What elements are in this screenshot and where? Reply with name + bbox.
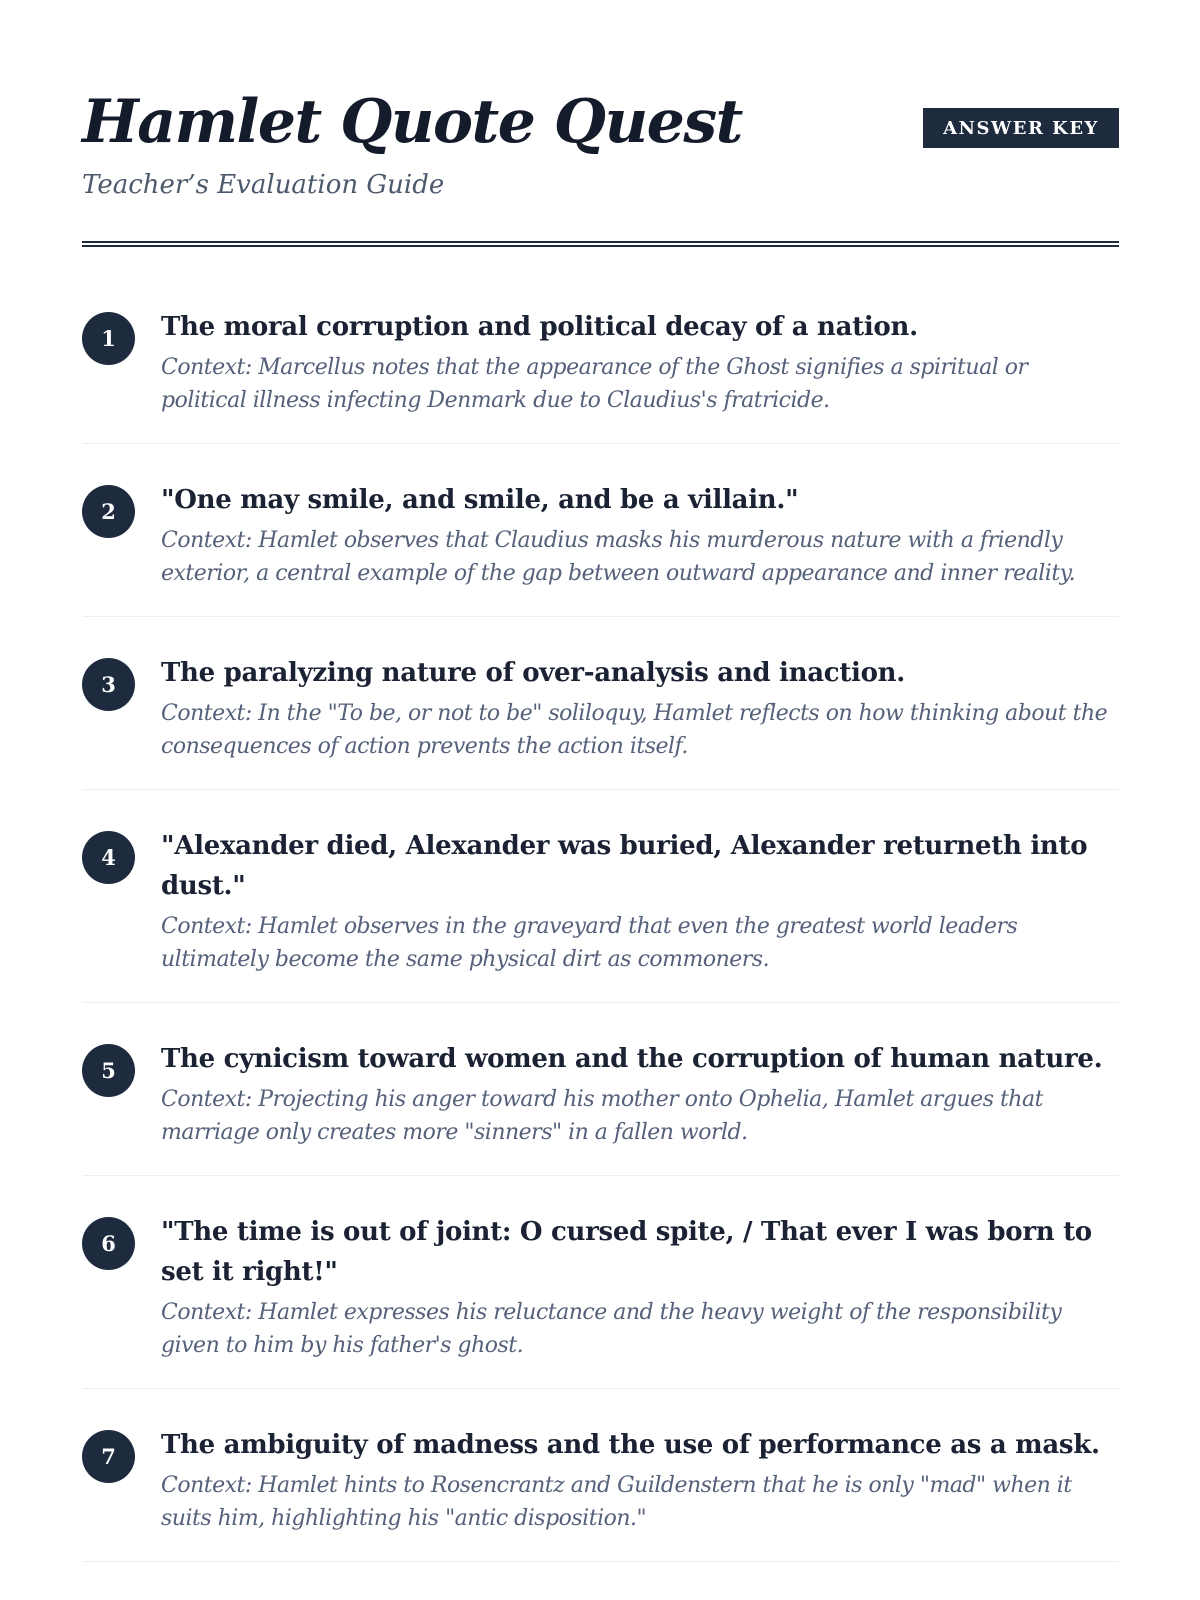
answer-number-badge: 1 [82,312,135,365]
answer-item [82,1021,1119,1176]
answer-text: The ambiguity of madness and the use of performance as a mask. [161,1430,1100,1460]
answer-number-badge: 2 [82,485,135,538]
page-title: Hamlet Quote Quest [82,87,742,157]
answer-item [82,462,1119,617]
answer-item [82,808,1119,1003]
answer-text: "The time is out of joint: O cursed spite, / That ever I was born to set it right!" [161,1217,1092,1287]
header-divider [82,241,1119,247]
answer-text: The cynicism toward women and the corruption of human nature. [161,1044,1103,1074]
answer-context: Context: Hamlet observes in the graveyard that even the greatest world leaders ultimately become the same physical dirt as commoners. [161,914,1018,972]
answer-item [82,289,1119,444]
answer-text: "One may smile, and smile, and be a villain." [161,485,799,515]
answer-item [82,1407,1119,1562]
answer-number-badge: 6 [82,1217,135,1270]
answer-key-badge: ANSWER KEY [923,108,1119,148]
page-header [82,78,1119,228]
page-subtitle: Teacher’s Evaluation Guide [82,170,445,200]
answer-context: Context: In the "To be, or not to be" soliloquy, Hamlet reflects on how thinking about the consequences of action prevents the action itself. [161,701,1108,759]
answer-context: Context: Hamlet hints to Rosencrantz and Guildenstern that he is only "mad" when it suits him, highlighting his "antic disposition." [161,1473,1072,1531]
answer-number-badge: 5 [82,1044,135,1097]
answer-item [82,1194,1119,1389]
answer-item [82,635,1119,790]
answer-context: Context: Projecting his anger toward his mother onto Ophelia, Hamlet argues that marriage only creates more "sinners" in a fallen world. [161,1087,1043,1145]
answer-number-badge: 4 [82,831,135,884]
answer-context: Context: Hamlet observes that Claudius masks his murderous nature with a friendly exterior, a central example of the gap between outward appearance and inner reality. [161,528,1076,586]
answer-text: The moral corruption and political decay of a nation. [161,312,918,342]
answer-context: Context: Hamlet expresses his reluctance and the heavy weight of the responsibility given to him by his father's ghost. [161,1300,1062,1358]
answer-list [82,289,1119,1562]
answer-number-badge: 3 [82,658,135,711]
answer-text: "Alexander died, Alexander was buried, Alexander returneth into dust." [161,831,1088,901]
answer-context: Context: Marcellus notes that the appearance of the Ghost signifies a spiritual or political illness infecting Denmark due to Claudius's fratricide. [161,355,1028,413]
answer-text: The paralyzing nature of over-analysis and inaction. [161,658,905,688]
answer-number-badge: 7 [82,1430,135,1483]
